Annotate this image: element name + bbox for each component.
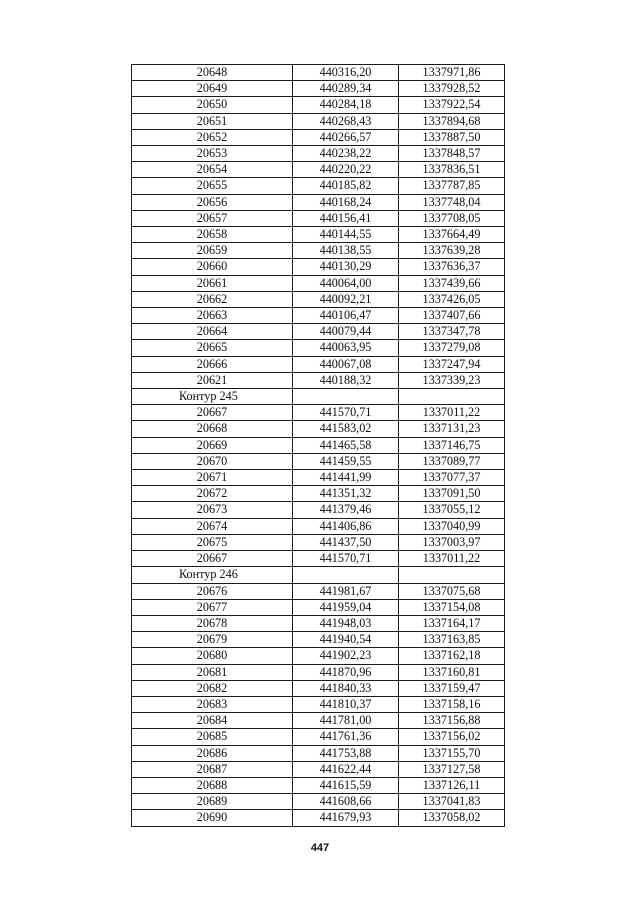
table-row — [132, 518, 505, 534]
table-row — [132, 502, 505, 518]
table-row — [132, 65, 505, 81]
table-row — [132, 713, 505, 729]
contour-header-row — [132, 567, 505, 583]
table-row — [132, 664, 505, 680]
table-row — [132, 210, 505, 226]
point-number-cell: 20652 — [132, 129, 293, 145]
table-row — [132, 583, 505, 599]
y-coordinate-cell: 1337011,22 — [399, 405, 505, 421]
x-coordinate-cell: 440185,82 — [293, 178, 399, 194]
contour-label: Контур 246 — [132, 567, 293, 583]
point-number-cell: 20680 — [132, 648, 293, 664]
x-coordinate-cell: 441810,37 — [293, 696, 399, 712]
y-coordinate-cell: 1337156,02 — [399, 729, 505, 745]
y-coordinate-cell: 1337154,08 — [399, 599, 505, 615]
y-coordinate-cell: 1337041,83 — [399, 794, 505, 810]
y-coordinate-cell: 1337664,49 — [399, 227, 505, 243]
point-number-cell: 20657 — [132, 210, 293, 226]
table-row — [132, 810, 505, 826]
point-number-cell: 20658 — [132, 227, 293, 243]
point-number-cell: 20690 — [132, 810, 293, 826]
table-row — [132, 243, 505, 259]
x-coordinate-cell: 441959,04 — [293, 599, 399, 615]
point-number-cell: 20621 — [132, 372, 293, 388]
x-coordinate-cell: 440316,20 — [293, 65, 399, 81]
x-coordinate-cell: 440144,55 — [293, 227, 399, 243]
x-coordinate-cell: 440138,55 — [293, 243, 399, 259]
point-number-cell: 20679 — [132, 632, 293, 648]
table-row — [132, 340, 505, 356]
x-coordinate-cell: 440130,29 — [293, 259, 399, 275]
x-coordinate-cell: 441570,71 — [293, 405, 399, 421]
y-coordinate-cell: 1337159,47 — [399, 680, 505, 696]
coordinates-table — [131, 64, 505, 827]
x-coordinate-cell: 441459,55 — [293, 453, 399, 469]
table-row — [132, 599, 505, 615]
y-coordinate-cell: 1337426,05 — [399, 291, 505, 307]
x-coordinate-cell: 440238,22 — [293, 146, 399, 162]
x-coordinate-cell: 441437,50 — [293, 534, 399, 550]
x-coordinate-cell: 441902,23 — [293, 648, 399, 664]
x-coordinate-cell: 440156,41 — [293, 210, 399, 226]
point-number-cell: 20685 — [132, 729, 293, 745]
table-row — [132, 551, 505, 567]
y-coordinate-cell: 1337077,37 — [399, 470, 505, 486]
point-number-cell: 20683 — [132, 696, 293, 712]
point-number-cell: 20677 — [132, 599, 293, 615]
y-coordinate-cell: 1337708,05 — [399, 210, 505, 226]
point-number-cell: 20678 — [132, 615, 293, 631]
point-number-cell: 20681 — [132, 664, 293, 680]
point-number-cell: 20664 — [132, 324, 293, 340]
point-number-cell: 20687 — [132, 761, 293, 777]
x-coordinate-cell: 440079,44 — [293, 324, 399, 340]
y-coordinate-cell: 1337089,77 — [399, 453, 505, 469]
x-coordinate-cell: 441781,00 — [293, 713, 399, 729]
table-row — [132, 534, 505, 550]
table-row — [132, 615, 505, 631]
x-coordinate-cell: 441441,99 — [293, 470, 399, 486]
y-coordinate-cell: 1337928,52 — [399, 81, 505, 97]
table-row — [132, 470, 505, 486]
table-row — [132, 680, 505, 696]
y-coordinate-cell: 1337058,02 — [399, 810, 505, 826]
x-coordinate-cell: 441406,86 — [293, 518, 399, 534]
y-coordinate-cell: 1337091,50 — [399, 486, 505, 502]
y-coordinate-cell: 1337887,50 — [399, 129, 505, 145]
point-number-cell: 20672 — [132, 486, 293, 502]
table-row — [132, 632, 505, 648]
point-number-cell: 20667 — [132, 551, 293, 567]
table-row — [132, 405, 505, 421]
point-number-cell: 20661 — [132, 275, 293, 291]
point-number-cell: 20655 — [132, 178, 293, 194]
y-coordinate-cell: 1337127,58 — [399, 761, 505, 777]
x-coordinate-cell: 441679,93 — [293, 810, 399, 826]
y-coordinate-cell: 1337894,68 — [399, 113, 505, 129]
y-coordinate-cell: 1337164,17 — [399, 615, 505, 631]
point-number-cell: 20653 — [132, 146, 293, 162]
x-coordinate-cell: 440092,21 — [293, 291, 399, 307]
point-number-cell: 20654 — [132, 162, 293, 178]
table-row — [132, 146, 505, 162]
x-coordinate-cell: 440106,47 — [293, 308, 399, 324]
table-row — [132, 777, 505, 793]
point-number-cell: 20676 — [132, 583, 293, 599]
table-row — [132, 113, 505, 129]
point-number-cell: 20660 — [132, 259, 293, 275]
x-coordinate-cell: 441761,36 — [293, 729, 399, 745]
table-row — [132, 486, 505, 502]
y-coordinate-cell: 1337055,12 — [399, 502, 505, 518]
y-coordinate-cell: 1337040,99 — [399, 518, 505, 534]
point-number-cell: 20673 — [132, 502, 293, 518]
x-coordinate-cell: 441981,67 — [293, 583, 399, 599]
table-row — [132, 356, 505, 372]
coordinates-table-body — [132, 65, 505, 827]
table-row — [132, 453, 505, 469]
x-coordinate-cell: 441940,54 — [293, 632, 399, 648]
x-coordinate-cell: 440063,95 — [293, 340, 399, 356]
y-coordinate-cell: 1337922,54 — [399, 97, 505, 113]
y-coordinate-cell: 1337439,66 — [399, 275, 505, 291]
y-coordinate-cell: 1337011,22 — [399, 551, 505, 567]
table-row — [132, 291, 505, 307]
y-coordinate-cell: 1337636,37 — [399, 259, 505, 275]
y-coordinate-cell: 1337131,23 — [399, 421, 505, 437]
y-coordinate-cell: 1337748,04 — [399, 194, 505, 210]
y-coordinate-cell: 1337156,88 — [399, 713, 505, 729]
x-coordinate-cell: 441840,33 — [293, 680, 399, 696]
empty-cell — [399, 567, 505, 583]
empty-cell — [399, 389, 505, 405]
point-number-cell: 20666 — [132, 356, 293, 372]
table-row — [132, 648, 505, 664]
empty-cell — [293, 389, 399, 405]
x-coordinate-cell: 441351,32 — [293, 486, 399, 502]
point-number-cell: 20688 — [132, 777, 293, 793]
x-coordinate-cell: 441379,46 — [293, 502, 399, 518]
table-row — [132, 308, 505, 324]
x-coordinate-cell: 440067,08 — [293, 356, 399, 372]
y-coordinate-cell: 1337162,18 — [399, 648, 505, 664]
point-number-cell: 20665 — [132, 340, 293, 356]
x-coordinate-cell: 441465,58 — [293, 437, 399, 453]
y-coordinate-cell: 1337163,85 — [399, 632, 505, 648]
table-row — [132, 97, 505, 113]
point-number-cell: 20668 — [132, 421, 293, 437]
table-row — [132, 372, 505, 388]
table-row — [132, 696, 505, 712]
table-row — [132, 729, 505, 745]
point-number-cell: 20669 — [132, 437, 293, 453]
x-coordinate-cell: 440188,32 — [293, 372, 399, 388]
point-number-cell: 20674 — [132, 518, 293, 534]
y-coordinate-cell: 1337787,85 — [399, 178, 505, 194]
page-number: 447 — [310, 842, 330, 854]
point-number-cell: 20656 — [132, 194, 293, 210]
y-coordinate-cell: 1337971,86 — [399, 65, 505, 81]
point-number-cell: 20684 — [132, 713, 293, 729]
point-number-cell: 20689 — [132, 794, 293, 810]
y-coordinate-cell: 1337126,11 — [399, 777, 505, 793]
point-number-cell: 20662 — [132, 291, 293, 307]
table-row — [132, 194, 505, 210]
x-coordinate-cell: 441570,71 — [293, 551, 399, 567]
y-coordinate-cell: 1337247,94 — [399, 356, 505, 372]
point-number-cell: 20670 — [132, 453, 293, 469]
x-coordinate-cell: 441615,59 — [293, 777, 399, 793]
y-coordinate-cell: 1337075,68 — [399, 583, 505, 599]
y-coordinate-cell: 1337160,81 — [399, 664, 505, 680]
y-coordinate-cell: 1337848,57 — [399, 146, 505, 162]
y-coordinate-cell: 1337155,70 — [399, 745, 505, 761]
point-number-cell: 20650 — [132, 97, 293, 113]
empty-cell — [293, 567, 399, 583]
y-coordinate-cell: 1337003,97 — [399, 534, 505, 550]
table-row — [132, 324, 505, 340]
table-row — [132, 761, 505, 777]
point-number-cell: 20648 — [132, 65, 293, 81]
y-coordinate-cell: 1337347,78 — [399, 324, 505, 340]
point-number-cell: 20667 — [132, 405, 293, 421]
point-number-cell: 20671 — [132, 470, 293, 486]
x-coordinate-cell: 440266,57 — [293, 129, 399, 145]
y-coordinate-cell: 1337158,16 — [399, 696, 505, 712]
x-coordinate-cell: 441622,44 — [293, 761, 399, 777]
table-row — [132, 162, 505, 178]
point-number-cell: 20649 — [132, 81, 293, 97]
x-coordinate-cell: 440168,24 — [293, 194, 399, 210]
point-number-cell: 20682 — [132, 680, 293, 696]
table-row — [132, 794, 505, 810]
y-coordinate-cell: 1337279,08 — [399, 340, 505, 356]
table-row — [132, 421, 505, 437]
y-coordinate-cell: 1337339,23 — [399, 372, 505, 388]
x-coordinate-cell: 441948,03 — [293, 615, 399, 631]
y-coordinate-cell: 1337146,75 — [399, 437, 505, 453]
y-coordinate-cell: 1337407,66 — [399, 308, 505, 324]
point-number-cell: 20675 — [132, 534, 293, 550]
contour-header-row — [132, 389, 505, 405]
y-coordinate-cell: 1337836,51 — [399, 162, 505, 178]
x-coordinate-cell: 440268,43 — [293, 113, 399, 129]
table-row — [132, 227, 505, 243]
point-number-cell: 20663 — [132, 308, 293, 324]
x-coordinate-cell: 441753,88 — [293, 745, 399, 761]
x-coordinate-cell: 440220,22 — [293, 162, 399, 178]
x-coordinate-cell: 440284,18 — [293, 97, 399, 113]
point-number-cell: 20686 — [132, 745, 293, 761]
x-coordinate-cell: 440289,34 — [293, 81, 399, 97]
y-coordinate-cell: 1337639,28 — [399, 243, 505, 259]
point-number-cell: 20659 — [132, 243, 293, 259]
table-row — [132, 129, 505, 145]
table-row — [132, 178, 505, 194]
x-coordinate-cell: 441870,96 — [293, 664, 399, 680]
contour-label: Контур 245 — [132, 389, 293, 405]
x-coordinate-cell: 441583,02 — [293, 421, 399, 437]
table-row — [132, 81, 505, 97]
table-row — [132, 259, 505, 275]
x-coordinate-cell: 440064,00 — [293, 275, 399, 291]
table-row — [132, 275, 505, 291]
table-row — [132, 437, 505, 453]
x-coordinate-cell: 441608,66 — [293, 794, 399, 810]
table-row — [132, 745, 505, 761]
point-number-cell: 20651 — [132, 113, 293, 129]
